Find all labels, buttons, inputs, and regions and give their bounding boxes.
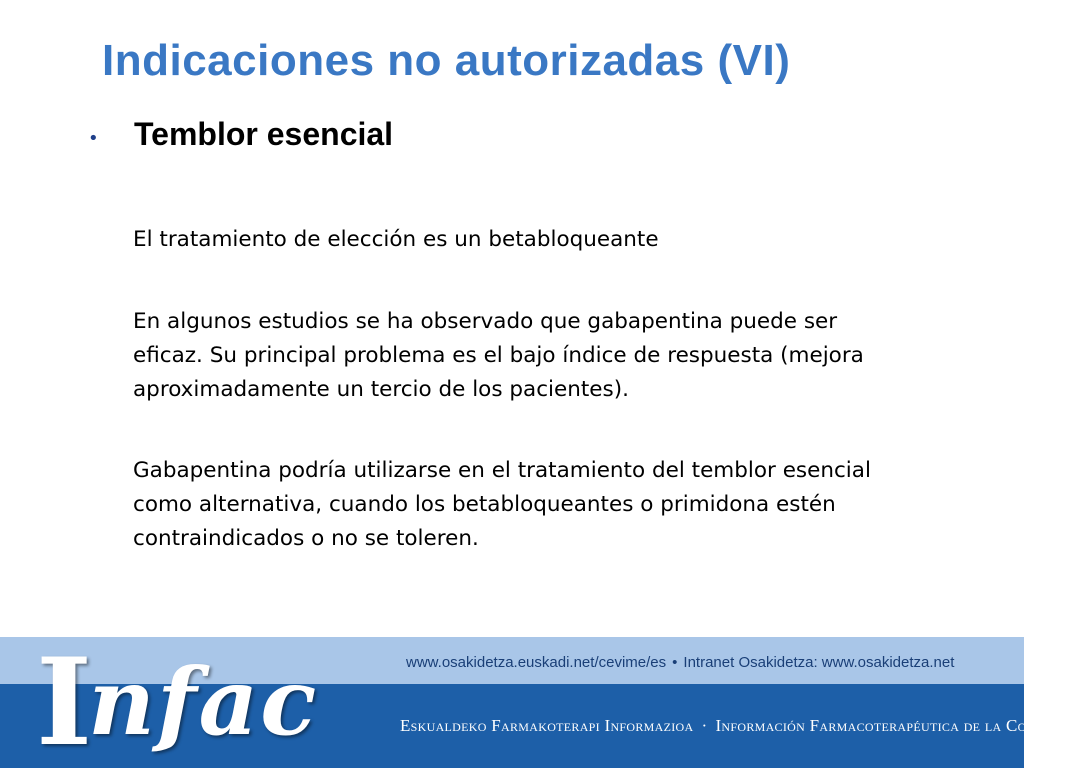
paragraph-line: Gabapentina podría utilizarse en el tratamiento del temblor esencial <box>133 458 871 483</box>
infac-logo <box>36 632 319 773</box>
footer-url-separator: • <box>672 654 678 671</box>
paragraph-line: contraindicados o no se toleren. <box>133 526 479 551</box>
footer-banner <box>0 632 1024 773</box>
bullet-heading: Temblor esencial <box>134 116 394 152</box>
tagline-separator: · <box>701 716 708 735</box>
footer-tagline <box>400 716 1072 736</box>
tagline-basque: Eskualdeko Farmakoterapi Informazioa <box>400 716 694 735</box>
footer-url-intranet[interactable]: Intranet Osakidetza: www.osakidetza.net <box>683 654 955 671</box>
paragraph-treatment-choice <box>133 223 953 257</box>
paragraph-gabapentin-studies <box>133 305 953 407</box>
paragraph-line: El tratamiento de elección es un betabloqueante <box>133 227 659 252</box>
footer-urls <box>406 654 954 671</box>
logo-first-letter: I <box>36 632 89 773</box>
tagline-spanish: Información Farmacoterapéutica de la Comarca <box>715 716 1072 735</box>
footer-url-cevime[interactable]: www.osakidetza.euskadi.net/cevime/es <box>406 654 667 671</box>
paragraph-line: eficaz. Su principal problema es el bajo índice de respuesta (mejora <box>133 343 864 368</box>
paragraph-line: En algunos estudios se ha observado que gabapentina puede ser <box>133 309 838 334</box>
bullet-marker: • <box>88 128 99 149</box>
paragraph-gabapentin-alternative <box>133 454 953 556</box>
paragraph-line: como alternativa, cuando los betabloqueantes o primidona estén <box>133 492 836 517</box>
slide-title: Indicaciones no autorizadas (VI) <box>102 36 791 85</box>
logo-rest: nfac <box>88 648 319 756</box>
paragraph-line: aproximadamente un tercio de los pacientes). <box>133 377 629 402</box>
